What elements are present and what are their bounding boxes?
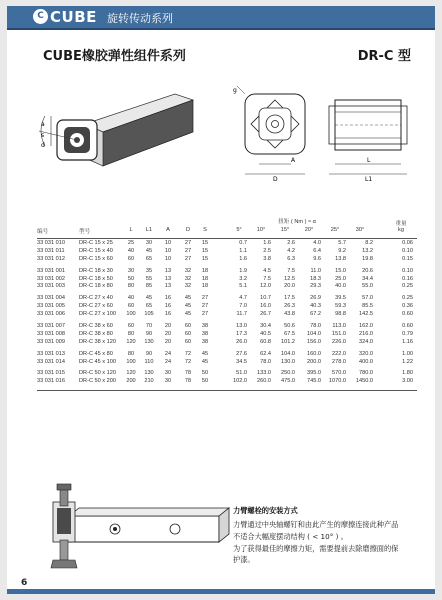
cell-t20: 78.0	[310, 323, 321, 330]
cell-t30: 324.0	[359, 338, 373, 345]
header-angle-30: 30°	[355, 227, 365, 233]
cell-code: 33 031 003	[37, 283, 65, 290]
cell-weight: 0.15	[402, 255, 413, 262]
cell-t5: 26.0	[236, 338, 247, 345]
cell-weight: 0.10	[402, 267, 413, 274]
cell-t30: 20.6	[362, 267, 373, 274]
cell-t20: 4.0	[313, 240, 321, 246]
table-row	[37, 248, 417, 256]
cell-L1: 130	[144, 370, 154, 377]
cell-L1: 130	[144, 338, 154, 345]
cell-S: 15	[201, 247, 209, 254]
cell-t30: 142.5	[359, 311, 373, 318]
cell-A: 20	[164, 338, 172, 345]
cell-L: 120	[126, 370, 136, 377]
table-row	[37, 323, 417, 331]
cell-t20: 156.0	[307, 338, 321, 345]
cell-t20: 67.2	[310, 311, 321, 318]
cell-t10: 40.5	[260, 330, 271, 337]
cell-model: DR-C 50 x 200	[79, 378, 116, 385]
cell-t15: 26.3	[284, 303, 295, 310]
cell-D: 60	[184, 330, 192, 337]
cell-code: 33 031 016	[37, 378, 65, 385]
table-row	[37, 370, 417, 378]
cell-t25: 39.5	[335, 295, 346, 302]
fig-label-L1: L1	[365, 176, 373, 182]
cell-t20: 104.0	[307, 330, 321, 337]
header-L: L	[129, 227, 133, 233]
cell-t30: 19.8	[362, 255, 373, 262]
series-label: 旋转传动系列	[107, 12, 173, 25]
cell-D: 27	[184, 247, 192, 254]
cell-t25: 13.8	[335, 255, 346, 262]
table-row	[37, 303, 417, 311]
cell-code: 33 031 009	[37, 338, 65, 345]
cell-A: 10	[164, 255, 172, 262]
cell-t15: 4.2	[287, 247, 295, 254]
cell-weight: 3.00	[402, 378, 413, 385]
cell-L1: 85	[145, 283, 153, 290]
cell-t15: 20.0	[284, 283, 295, 290]
cell-code: 33 031 010	[37, 240, 65, 246]
cell-t25: 570.0	[332, 370, 346, 377]
cell-code: 33 031 001	[37, 267, 65, 274]
cell-t30: 55.0	[362, 283, 373, 290]
cell-t5: 102.0	[233, 378, 247, 385]
cell-A: 16	[164, 295, 172, 302]
cell-weight: 0.10	[402, 247, 413, 254]
cell-S: 45	[201, 350, 209, 357]
cell-code: 33 031 002	[37, 275, 65, 282]
cell-S: 45	[201, 358, 209, 365]
cell-t30: 85.5	[362, 303, 373, 310]
cell-L: 60	[127, 255, 135, 262]
cell-weight: 1.00	[402, 350, 413, 357]
header-angle-10: 10°	[256, 227, 266, 233]
cell-t30: 57.0	[362, 295, 373, 302]
cell-t10: 26.7	[260, 311, 271, 318]
cell-L1: 90	[145, 330, 153, 337]
cell-L1: 30	[145, 240, 153, 246]
cell-t15: 2.6	[287, 240, 295, 246]
cell-model: DR-C 15 x 25	[79, 240, 113, 246]
cell-A: 24	[164, 358, 172, 365]
cell-code: 33 031 013	[37, 350, 65, 357]
cell-D: 72	[184, 358, 192, 365]
cell-weight: 0.36	[402, 303, 413, 310]
cell-D: 78	[184, 378, 192, 385]
spec-table-header	[37, 217, 417, 239]
cell-t20: 745.0	[307, 378, 321, 385]
cell-model: DR-C 15 x 40	[79, 247, 113, 254]
note-line-4: 护漆。	[233, 555, 255, 564]
cell-A: 16	[164, 311, 172, 318]
cell-t10: 62.4	[260, 350, 271, 357]
cell-S: 27	[201, 311, 209, 318]
table-row	[37, 276, 417, 284]
cell-t25: 25.0	[335, 275, 346, 282]
header-S: S	[203, 227, 207, 233]
cell-t10: 10.7	[260, 295, 271, 302]
cell-t25: 98.8	[335, 311, 346, 318]
type-label: DR-C 型	[357, 49, 411, 64]
cell-t5: 1.1	[239, 247, 247, 254]
cell-A: 13	[164, 267, 172, 274]
page-title: CUBE橡胶弹性组件系列	[43, 49, 186, 64]
header-D: D	[185, 227, 191, 233]
cell-weight: 0.60	[402, 311, 413, 318]
cell-model: DR-C 18 x 50	[79, 275, 113, 282]
cell-t15: 104.0	[281, 350, 295, 357]
cell-A: 13	[164, 283, 172, 290]
cell-t20: 11.0	[310, 267, 321, 274]
cell-t10: 133.0	[257, 370, 271, 377]
cell-t15: 101.2	[281, 338, 295, 345]
cell-t10: 78.0	[260, 358, 271, 365]
mounting-drawing	[43, 482, 233, 572]
cell-t15: 6.3	[287, 255, 295, 262]
cell-model: DR-C 45 x 100	[79, 358, 116, 365]
cell-S: 27	[201, 295, 209, 302]
cell-t5: 11.7	[236, 311, 247, 318]
cell-t5: 0.7	[239, 240, 247, 246]
cell-code: 33 031 004	[37, 295, 65, 302]
cell-L: 80	[127, 330, 135, 337]
cell-t20: 9.6	[313, 255, 321, 262]
cell-L: 40	[127, 247, 135, 254]
cell-L: 120	[126, 338, 136, 345]
table-row	[37, 359, 417, 367]
front-view-drawing	[231, 84, 323, 182]
cell-t30: 780.0	[359, 370, 373, 377]
table-row	[37, 295, 417, 303]
cell-D: 45	[184, 295, 192, 302]
side-view-drawing	[325, 84, 417, 182]
cell-t5: 51.0	[236, 370, 247, 377]
cell-L: 80	[127, 350, 135, 357]
cell-t5: 5.1	[239, 283, 247, 290]
cell-weight: 0.16	[402, 275, 413, 282]
cell-code: 33 031 014	[37, 358, 65, 365]
cell-t5: 27.6	[236, 350, 247, 357]
cell-t15: 17.5	[284, 295, 295, 302]
cell-L1: 65	[145, 303, 153, 310]
cell-L: 100	[126, 358, 136, 365]
cell-t25: 9.2	[338, 247, 346, 254]
cell-L1: 210	[144, 378, 154, 385]
cell-t5: 13.0	[236, 323, 247, 330]
cell-t20: 18.3	[310, 275, 321, 282]
fig-label-D: D	[273, 176, 278, 182]
cell-code: 33 031 005	[37, 303, 65, 310]
fig-label-L: L	[367, 157, 371, 164]
fig-label-d: d	[41, 142, 45, 149]
cell-model: DR-C 38 x 80	[79, 330, 113, 337]
cell-L: 30	[127, 267, 135, 274]
footer-bar	[7, 589, 435, 594]
cell-S: 50	[201, 378, 209, 385]
table-row	[37, 256, 417, 264]
cell-t25: 40.0	[335, 283, 346, 290]
cell-t10: 30.4	[260, 323, 271, 330]
catalog-page	[7, 6, 435, 594]
cell-A: 16	[164, 303, 172, 310]
cell-model: DR-C 45 x 80	[79, 350, 113, 357]
cell-t20: 160.0	[307, 350, 321, 357]
cell-L1: 70	[145, 323, 153, 330]
table-row	[37, 331, 417, 339]
cell-t20: 26.9	[310, 295, 321, 302]
product-iso-drawing	[37, 86, 197, 176]
table-row	[37, 378, 417, 386]
cell-code: 33 031 008	[37, 330, 65, 337]
cell-S: 15	[201, 240, 209, 246]
cell-L1: 110	[144, 358, 154, 365]
cell-t5: 3.2	[239, 275, 247, 282]
cell-t15: 130.0	[281, 358, 295, 365]
cell-A: 30	[164, 378, 172, 385]
cell-model: DR-C 27 x 100	[79, 311, 116, 318]
cell-t25: 15.0	[335, 267, 346, 274]
cell-weight: 0.25	[402, 283, 413, 290]
cell-D: 72	[184, 350, 192, 357]
cell-t10: 4.5	[263, 267, 271, 274]
cell-L1: 45	[145, 295, 153, 302]
cell-t5: 4.7	[239, 295, 247, 302]
cell-L1: 55	[145, 275, 153, 282]
fig-label-g: g	[233, 87, 237, 94]
cell-weight: 1.16	[402, 338, 413, 345]
table-row	[37, 351, 417, 359]
cell-t25: 1070.0	[328, 378, 346, 385]
cell-code: 33 031 011	[37, 247, 65, 254]
cell-A: 20	[164, 323, 172, 330]
cell-t25: 5.7	[338, 240, 346, 246]
cell-S: 38	[201, 330, 209, 337]
fig-label-a: a	[41, 121, 45, 128]
header-angle-5: 5°	[236, 227, 242, 233]
spec-table-body	[37, 240, 417, 391]
cell-t15: 7.5	[287, 267, 295, 274]
cell-D: 60	[184, 338, 192, 345]
table-row	[37, 283, 417, 291]
cell-L1: 105	[144, 311, 154, 318]
cell-D: 45	[184, 303, 192, 310]
cell-t10: 60.8	[260, 338, 271, 345]
cell-L: 25	[127, 240, 135, 246]
cell-t10: 260.0	[257, 378, 271, 385]
cell-weight: 0.60	[402, 323, 413, 330]
cell-L: 40	[127, 295, 135, 302]
cell-code: 33 031 006	[37, 311, 65, 318]
cell-S: 18	[201, 267, 209, 274]
cell-t30: 34.4	[362, 275, 373, 282]
header-angle-25: 25°	[330, 227, 340, 233]
cell-t10: 2.5	[263, 247, 271, 254]
cell-L1: 45	[145, 247, 153, 254]
cell-t20: 200.0	[307, 358, 321, 365]
cell-t25: 151.0	[332, 330, 346, 337]
cell-t10: 3.8	[263, 255, 271, 262]
cell-t30: 216.0	[359, 330, 373, 337]
cell-code: 33 031 007	[37, 323, 65, 330]
cell-A: 24	[164, 350, 172, 357]
cell-t25: 278.0	[332, 358, 346, 365]
cell-A: 30	[164, 370, 172, 377]
cell-t5: 34.5	[236, 358, 247, 365]
header-A: A	[166, 227, 170, 233]
header-torque: 扭矩 ( Nm ) ≈ α	[278, 219, 316, 225]
cell-code: 33 031 015	[37, 370, 65, 377]
note-line-1: 力臂通过中央轴螺钉和由此产生的摩擦连接此种产品	[233, 520, 399, 529]
header-angle-20: 20°	[304, 227, 314, 233]
cell-t30: 8.2	[365, 240, 373, 246]
cell-t25: 113.0	[332, 323, 346, 330]
cell-D: 32	[184, 267, 192, 274]
cell-t10: 12.0	[260, 283, 271, 290]
cell-L1: 35	[145, 267, 153, 274]
cell-D: 27	[184, 255, 192, 262]
cell-model: DR-C 38 x 60	[79, 323, 113, 330]
cell-L: 60	[127, 323, 135, 330]
cell-A: 10	[164, 240, 172, 246]
table-row	[37, 311, 417, 319]
table-bottom-rule	[37, 390, 417, 391]
cell-t15: 12.5	[284, 275, 295, 282]
header-code: 编号	[37, 229, 49, 235]
note-line-2: 不适合大幅度摆动结构 ( < 10° ) 。	[233, 532, 348, 541]
cell-model: DR-C 50 x 120	[79, 370, 116, 377]
cell-model: DR-C 27 x 60	[79, 303, 113, 310]
cell-D: 32	[184, 275, 192, 282]
fig-label-A: A	[291, 157, 296, 164]
cell-t5: 1.6	[239, 255, 247, 262]
cell-D: 27	[184, 240, 192, 246]
cell-model: DR-C 18 x 30	[79, 267, 113, 274]
table-row	[37, 339, 417, 347]
cell-S: 50	[201, 370, 209, 377]
cell-t15: 43.8	[284, 311, 295, 318]
cell-t30: 162.0	[359, 323, 373, 330]
cell-t30: 400.0	[359, 358, 373, 365]
cell-weight: 1.22	[402, 358, 413, 365]
cell-L: 80	[127, 283, 135, 290]
fig-label-s: s	[41, 132, 45, 139]
cell-t25: 222.0	[332, 350, 346, 357]
cell-t10: 1.6	[263, 240, 271, 246]
cell-model: DR-C 38 x 120	[79, 338, 116, 345]
cell-t20: 6.4	[313, 247, 321, 254]
cell-t30: 13.2	[362, 247, 373, 254]
cell-D: 60	[184, 323, 192, 330]
cell-S: 15	[201, 255, 209, 262]
header-L1: L1	[145, 227, 153, 233]
cell-model: DR-C 27 x 40	[79, 295, 113, 302]
cell-S: 38	[201, 323, 209, 330]
cell-weight: 0.25	[402, 295, 413, 302]
brand-logo-icon: C	[33, 9, 48, 24]
note-title: 力臂螺栓的安装方式	[233, 506, 298, 515]
cell-D: 78	[184, 370, 192, 377]
header-angle-15: 15°	[280, 227, 290, 233]
cell-t10: 16.0	[260, 303, 271, 310]
header-weight: 重量	[395, 221, 407, 227]
cell-L: 50	[127, 275, 135, 282]
cell-L1: 65	[145, 255, 153, 262]
cell-A: 10	[164, 247, 172, 254]
cell-L1: 90	[145, 350, 153, 357]
cell-A: 20	[164, 330, 172, 337]
cell-t15: 50.6	[284, 323, 295, 330]
brand-name: CUBE	[50, 8, 97, 26]
cell-t5: 1.9	[239, 267, 247, 274]
cell-L: 200	[126, 378, 136, 385]
note-line-3: 为了获得最佳的摩擦力矩，需要提前去除磨擦面的保	[233, 544, 399, 553]
table-row	[37, 240, 417, 248]
cell-t25: 226.0	[332, 338, 346, 345]
cell-S: 38	[201, 338, 209, 345]
cell-L: 100	[126, 311, 136, 318]
cell-t25: 59.3	[335, 303, 346, 310]
cell-t15: 67.5	[284, 330, 295, 337]
cell-t30: 1450.0	[355, 378, 373, 385]
cell-t5: 7.0	[239, 303, 247, 310]
cell-weight: 0.79	[402, 330, 413, 337]
cell-t10: 7.5	[263, 275, 271, 282]
cell-model: DR-C 18 x 80	[79, 283, 113, 290]
cell-model: DR-C 15 x 60	[79, 255, 113, 262]
table-row	[37, 268, 417, 276]
cell-t5: 17.3	[236, 330, 247, 337]
cell-A: 13	[164, 275, 172, 282]
cell-S: 18	[201, 275, 209, 282]
cell-t15: 475.0	[281, 378, 295, 385]
cell-t20: 395.0	[307, 370, 321, 377]
cell-t15: 250.0	[281, 370, 295, 377]
cell-weight: 1.80	[402, 370, 413, 377]
page-number: 6	[21, 578, 28, 588]
cell-D: 45	[184, 311, 192, 318]
cell-weight: 0.06	[402, 240, 413, 246]
cell-S: 18	[201, 283, 209, 290]
cell-t20: 40.3	[310, 303, 321, 310]
cell-S: 27	[201, 303, 209, 310]
cell-L: 60	[127, 303, 135, 310]
cell-t30: 320.0	[359, 350, 373, 357]
header-bar	[7, 6, 435, 30]
cell-code: 33 031 012	[37, 255, 65, 262]
header-weight-unit: kg	[398, 227, 404, 233]
cell-D: 32	[184, 283, 192, 290]
header-model: 型号	[79, 229, 91, 235]
cell-t20: 29.3	[310, 283, 321, 290]
